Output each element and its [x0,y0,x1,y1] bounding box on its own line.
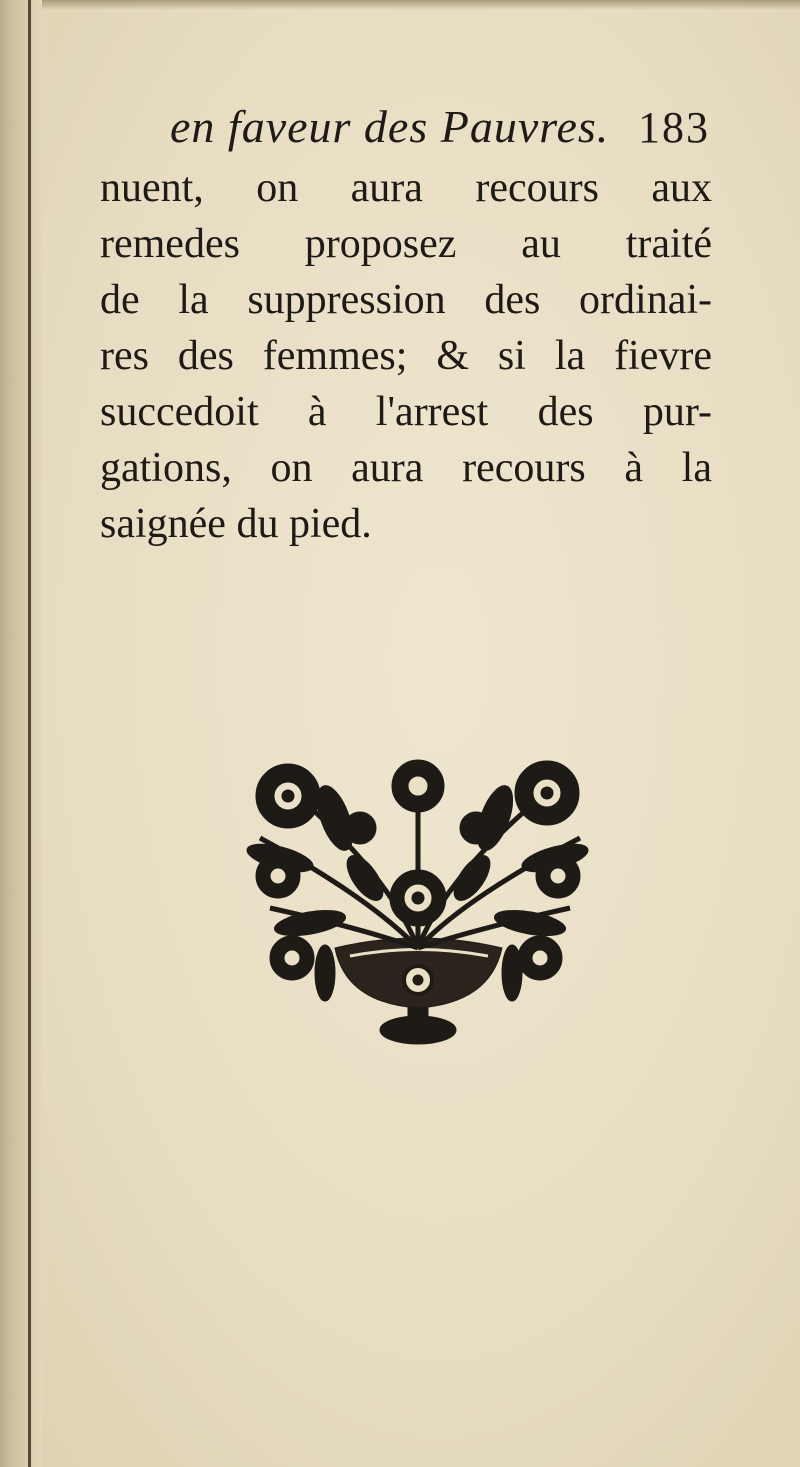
page-number: 183 [638,103,710,152]
text-line: remedes proposez au traité [100,221,712,267]
ornament-svg [240,758,595,1058]
running-title: en faveur des Pauvres. [170,101,610,152]
vase-medallion-center [413,975,423,985]
text-line: saignée du pied. [100,501,372,547]
text-line: nuent, on aura recours aux [100,165,712,211]
body-text [100,160,712,552]
text-line: de la suppression des ordinai- [100,277,712,323]
text-line: succedoit à l'arrest des pur- [100,389,712,435]
page-gutter [0,0,42,1467]
gutter-divider [28,0,31,1467]
text-line: res des femmes; & si la fievre [100,333,712,379]
text-line: gations, on aura recours à la [100,445,712,491]
page-top-edge [0,0,800,10]
flower-basket-woodcut-icon [240,758,595,1058]
page-header [170,100,710,160]
